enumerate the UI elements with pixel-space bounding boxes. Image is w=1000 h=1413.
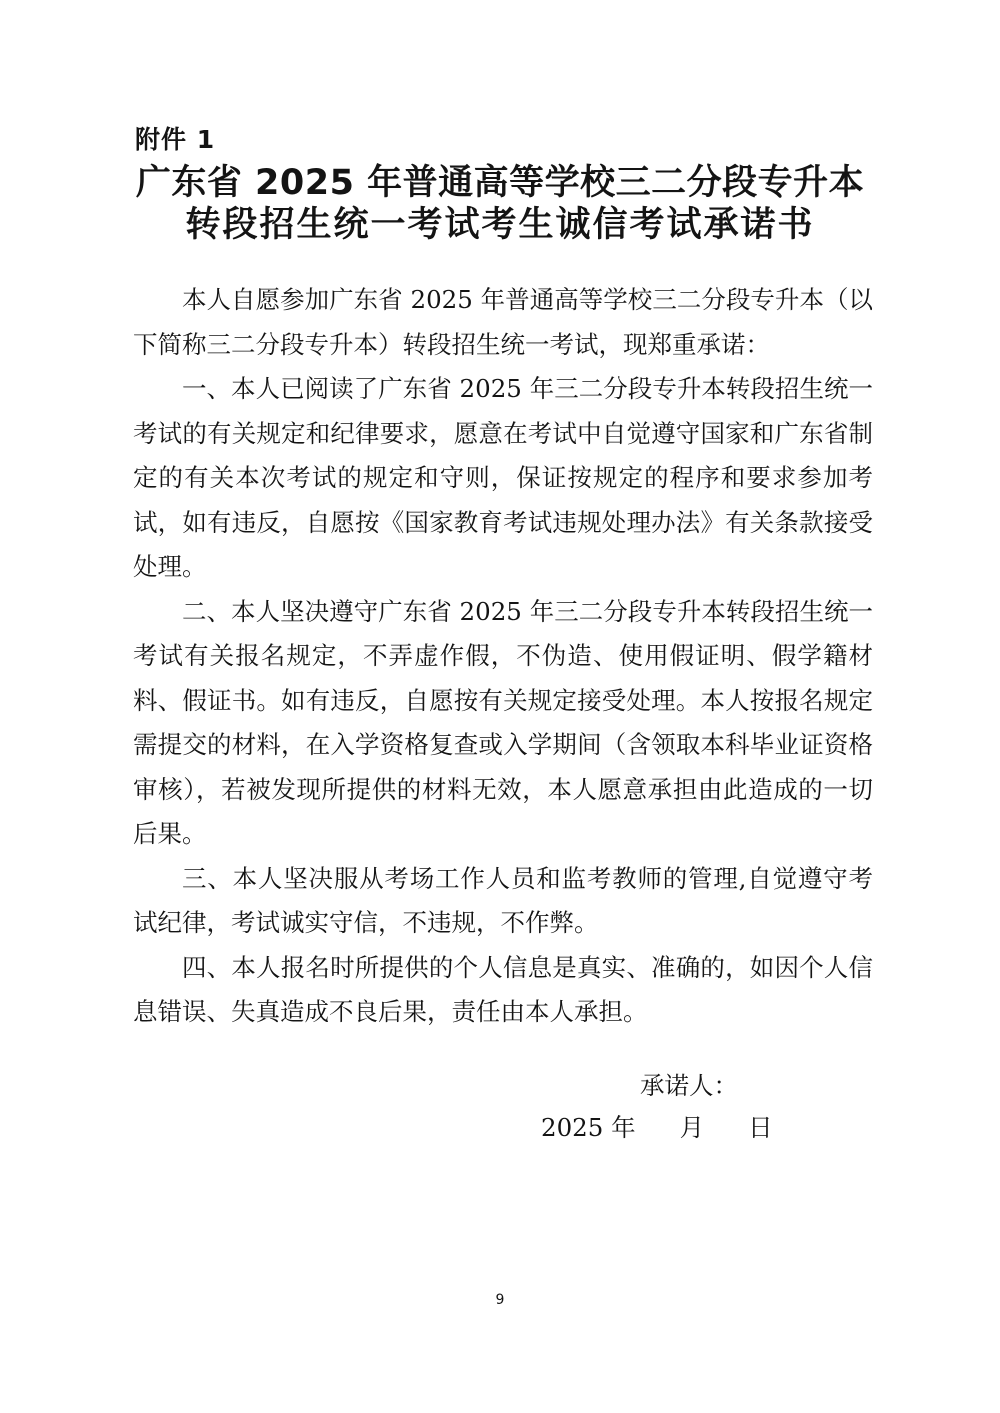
document-title-line-1: 广东省 2025 年普通高等学校三二分段专升本	[135, 163, 865, 203]
pledge-item-3: 三、本人坚决服从考场工作人员和监考教师的管理,自觉遵守考试纪律，考试诚实守信，不违规，不作弊。	[133, 863, 873, 937]
signer-label: 承诺人：	[640, 1071, 738, 1100]
date-month: 月	[679, 1113, 705, 1142]
document-body	[133, 278, 873, 1035]
pledge-item-1: 一、本人已阅读了广东省 2025 年三二分段专升本转段招生统一考试的有关规定和纪律要求，愿意在考试中自觉遵守国家和广东省制定的有关本次考试的规定和守则，保证按规定的程序和要求参加考试，如有违反，自愿按《国家教育考试违规处理办法》有关条款接受处理。	[133, 374, 873, 581]
pledge-item-4: 四、本人报名时所提供的个人信息是真实、准确的，如因个人信息错误、失真造成不良后果，责任由本人承担。	[133, 952, 873, 1026]
document-title-line-2: 转段招生统一考试考生诚信考试承诺书	[185, 205, 815, 245]
page-number: 9	[495, 1292, 505, 1308]
intro-paragraph: 本人自愿参加广东省 2025 年普通高等学校三二分段专升本（以下简称三二分段专升本）转段招生统一考试，现郑重承诺：	[133, 285, 873, 359]
date-year: 2025 年	[541, 1113, 636, 1142]
attachment-label: 附件 1	[135, 125, 216, 154]
pledge-item-2: 二、本人坚决遵守广东省 2025 年三二分段专升本转段招生统一考试有关报名规定，不弄虚作假，不伪造、使用假证明、假学籍材料、假证书。如有违反，自愿按有关规定接受处理。本人按报名规定需提交的材料，在入学资格复查或入学期间（含领取本科毕业证资格审核），若被发现所提供的材料无效，本人愿意承担由此造成的一切后果。	[133, 596, 873, 848]
date-day: 日	[748, 1113, 773, 1142]
signature-date	[541, 1108, 773, 1148]
